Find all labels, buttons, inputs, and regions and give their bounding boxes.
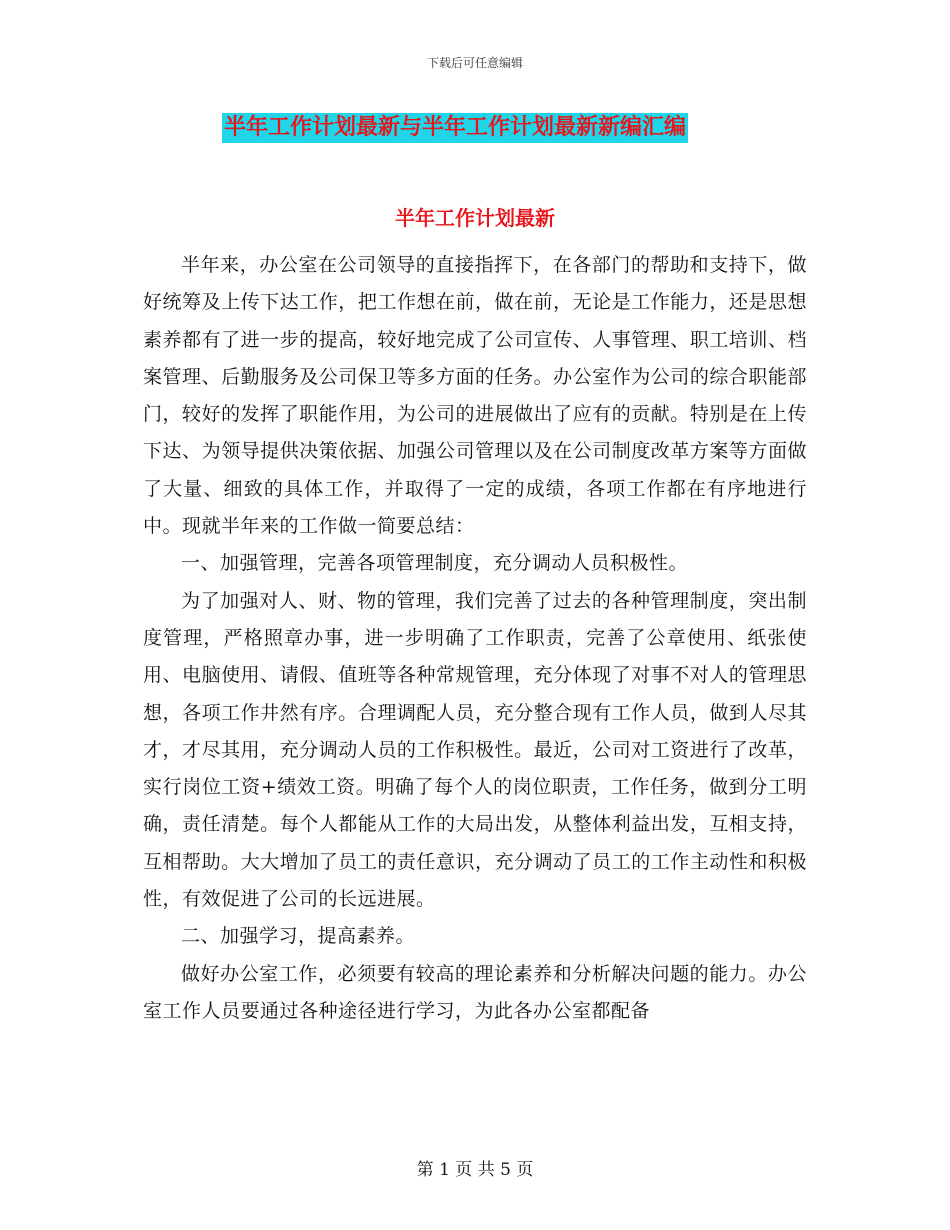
- page-footer: 第 1 页 共 5 页: [416, 1160, 534, 1180]
- paragraph: 做好办公室工作，必须要有较高的理论素养和分析解决问题的能力。办公室工作人员要通过各种途径进行学习，为此各办公室都配备: [143, 962, 807, 1022]
- paragraph: 为了加强对人、财、物的管理，我们完善了过去的各种管理制度，突出制度管理，严格照章办事，进一步明确了工作职责，完善了公章使用、纸张使用、电脑使用、请假、值班等各种常规管理，充分体现了对事不对人的管理思想，各项工作井然有序。合理调配人员，充分整合现有工作人员，做到人尽其才，才尽其用，充分调动人员的工作积极性。最近，公司对工资进行了改革，实行岗位工资+绩效工资。明确了每个人的岗位职责，工作任务，做到分工明确，责任清楚。每个人都能从工作的大局出发，从整体利益出发，互相支持，互相帮助。大大增加了员工的责任意识，充分调动了员工的工作主动性和积极性，有效促进了公司的长远进展。: [143, 589, 807, 911]
- paragraph: 一、加强管理，完善各项管理制度，充分调动人员积极性。: [181, 552, 689, 575]
- paragraph: 半年来，办公室在公司领导的直接指挥下，在各部门的帮助和支持下，做好统筹及上传下达工作，把工作想在前，做在前，无论是工作能力，还是思想素养都有了进一步的提高，较好地完成了公司宣传、人事管理、职工培训、档案管理、后勤服务及公司保卫等多方面的任务。办公室作为公司的综合职能部门，较好的发挥了职能作用，为公司的进展做出了应有的贡献。特别是在上传下达、为领导提供决策依据、加强公司管理以及在公司制度改革方案等方面做了大量、细致的具体工作，并取得了一定的成绩，各项工作都在有序地进行中。现就半年来的工作做一简要总结：: [143, 254, 807, 538]
- paragraph: 二、加强学习，提高素养。: [181, 925, 416, 948]
- document-title: 半年工作计划最新与半年工作计划最新新编汇编: [222, 113, 688, 143]
- body-text: [143, 247, 807, 1030]
- page-header-note: 下载后可任意编辑: [426, 56, 523, 70]
- section-title: 半年工作计划最新: [395, 206, 555, 230]
